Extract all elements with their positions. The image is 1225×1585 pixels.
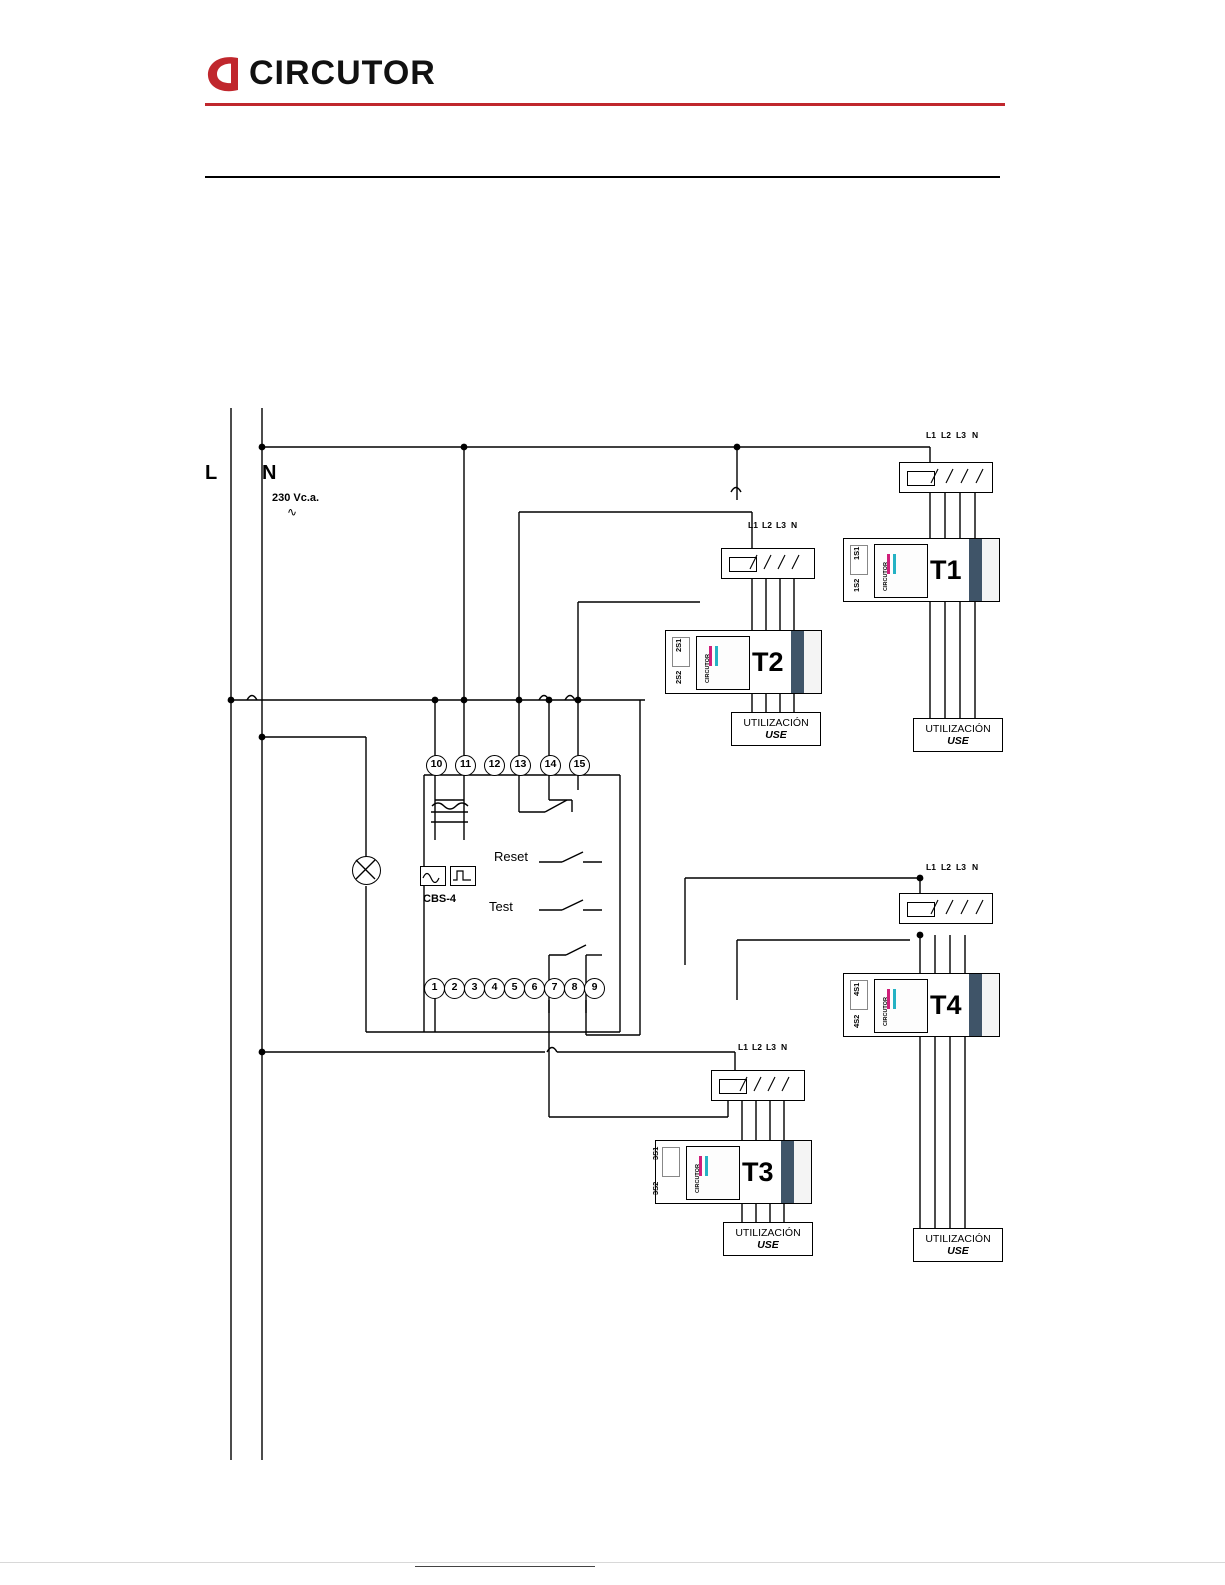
terminal-13[interactable]: 13 <box>510 755 531 776</box>
t1-indicator-cyan <box>893 554 896 574</box>
t1-face-text: CIRCUTOR <box>883 562 889 591</box>
t3-name: T3 <box>742 1157 774 1187</box>
breaker-t1[interactable] <box>899 462 993 493</box>
phase-label-n: N <box>972 862 979 872</box>
phase-label-l2: L2 <box>941 862 951 872</box>
line-label: L <box>205 462 218 484</box>
t4-terminal-4s2: 4S2 <box>852 1014 861 1028</box>
phase-label-l1: L1 <box>926 430 936 440</box>
sine-wave-icon <box>420 866 446 886</box>
breaker-t4[interactable] <box>899 893 993 924</box>
reset-label: Reset <box>494 849 528 864</box>
terminal-9[interactable]: 9 <box>584 978 605 999</box>
t4-name: T4 <box>930 990 962 1020</box>
t1-face <box>874 544 928 598</box>
phase-label-n: N <box>791 520 798 530</box>
t3-terminal-3s2: 3S2 <box>651 1181 660 1195</box>
terminal-10[interactable]: 10 <box>426 755 447 776</box>
use-box-t3 <box>723 1222 813 1256</box>
terminal-15[interactable]: 15 <box>569 755 590 776</box>
footer-divider <box>0 1562 1225 1563</box>
footer-center-rule <box>415 1566 595 1567</box>
terminal-14[interactable]: 14 <box>540 755 561 776</box>
use-box-t2 <box>731 712 821 746</box>
breaker-t2[interactable] <box>721 548 815 579</box>
terminal-5[interactable]: 5 <box>504 978 525 999</box>
terminal-1[interactable]: 1 <box>424 978 445 999</box>
phase-label-l1: L1 <box>926 862 936 872</box>
t3-face-text: CIRCUTOR <box>695 1164 701 1193</box>
t1-core-block <box>969 539 982 601</box>
transformer-t2 <box>665 630 822 694</box>
t2-face <box>696 636 750 690</box>
t1-core-tail <box>982 539 999 601</box>
t2-face-text: CIRCUTOR <box>705 654 711 683</box>
use-box-t1-line1: UTILIZACIÓN <box>925 723 991 735</box>
phase-label-l3: L3 <box>776 520 786 530</box>
phase-label-l2: L2 <box>762 520 772 530</box>
signal-lamp-icon <box>352 856 381 885</box>
transformer-t4 <box>843 973 1000 1037</box>
use-box-t4 <box>913 1228 1003 1262</box>
t3-terminal-3s1: 3S1 <box>651 1146 660 1160</box>
phase-label-l1: L1 <box>738 1042 748 1052</box>
t2-name: T2 <box>752 647 784 677</box>
use-box-t2-line1: UTILIZACIÓN <box>743 717 809 729</box>
phase-label-l3: L3 <box>956 862 966 872</box>
use-box-t1-line2: USE <box>947 735 969 747</box>
t4-face-text: CIRCUTOR <box>883 997 889 1026</box>
terminal-6[interactable]: 6 <box>524 978 545 999</box>
use-box-t1 <box>913 718 1003 752</box>
t3-core-tail <box>794 1141 811 1203</box>
terminal-2[interactable]: 2 <box>444 978 465 999</box>
t3-face <box>686 1146 740 1200</box>
use-box-t4-line2: USE <box>947 1245 969 1257</box>
breaker-t3[interactable] <box>711 1070 805 1101</box>
test-label: Test <box>489 899 513 914</box>
t3-core-block <box>781 1141 794 1203</box>
terminal-8[interactable]: 8 <box>564 978 585 999</box>
t2-terminal-2s1: 2S1 <box>674 638 683 652</box>
phase-label-l2: L2 <box>941 430 951 440</box>
t4-indicator-cyan <box>893 989 896 1009</box>
phase-label-n: N <box>972 430 979 440</box>
neutral-label: N <box>262 462 277 484</box>
terminal-3[interactable]: 3 <box>464 978 485 999</box>
phase-label-l3: L3 <box>766 1042 776 1052</box>
t1-terminal-1s1: 1S1 <box>852 546 861 560</box>
phase-label-l3: L3 <box>956 430 966 440</box>
terminal-4[interactable]: 4 <box>484 978 505 999</box>
t4-core-block <box>969 974 982 1036</box>
t2-terminal-2s2: 2S2 <box>674 670 683 684</box>
transformer-t1 <box>843 538 1000 602</box>
t3-screw-icon <box>662 1147 680 1177</box>
t4-face <box>874 979 928 1033</box>
phase-label-n: N <box>781 1042 788 1052</box>
transformer-t3 <box>655 1140 812 1204</box>
t4-core-tail <box>982 974 999 1036</box>
use-box-t3-line1: UTILIZACIÓN <box>735 1227 801 1239</box>
phase-label-l2: L2 <box>752 1042 762 1052</box>
t2-core-tail <box>804 631 821 693</box>
t1-name: T1 <box>930 555 962 585</box>
brand-name: CIRCUTOR <box>249 54 436 92</box>
use-box-t3-line2: USE <box>757 1239 779 1251</box>
t1-terminal-1s2: 1S2 <box>852 578 861 592</box>
terminal-12[interactable]: 12 <box>484 755 505 776</box>
phase-label-l1: L1 <box>748 520 758 530</box>
t4-terminal-4s1: 4S1 <box>852 982 861 996</box>
use-box-t2-line2: USE <box>765 729 787 741</box>
t3-indicator-cyan <box>705 1156 708 1176</box>
ac-symbol-icon: ∿ <box>287 505 298 519</box>
relay-model-label: CBS-4 <box>423 893 457 905</box>
terminal-11[interactable]: 11 <box>455 755 476 776</box>
t2-core-block <box>791 631 804 693</box>
use-box-t4-line1: UTILIZACIÓN <box>925 1233 991 1245</box>
supply-voltage-label: 230 Vc.a. <box>272 492 320 504</box>
t2-indicator-cyan <box>715 646 718 666</box>
pulse-wave-icon <box>450 866 476 886</box>
terminal-7[interactable]: 7 <box>544 978 565 999</box>
